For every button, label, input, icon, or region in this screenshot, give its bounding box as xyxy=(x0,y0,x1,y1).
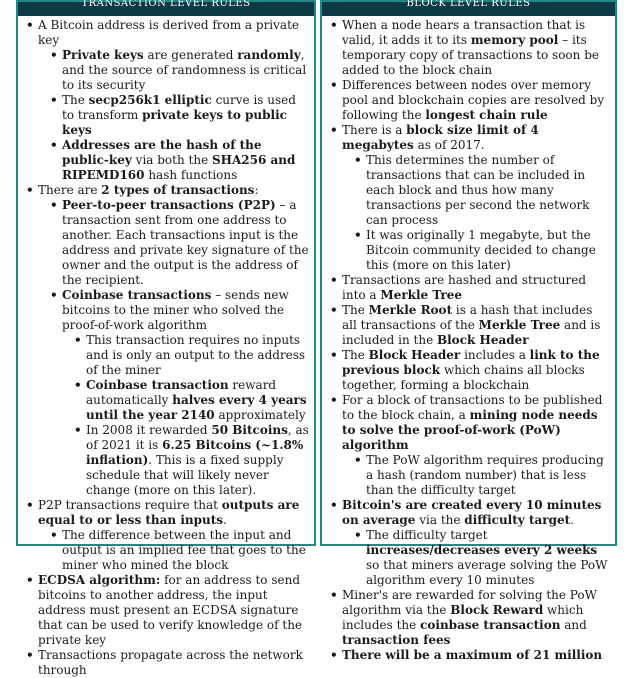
bullet-list xyxy=(328,18,611,663)
bullet-text: It was originally 1 megabyte, but the Bitcoin community decided to change this (more on this later) xyxy=(366,228,596,272)
bullet-item xyxy=(328,123,611,273)
sub-bullet-item xyxy=(50,288,310,498)
bullet-text: There is a block size limit of 4 megabytes as of 2017. xyxy=(342,123,539,152)
bullet-item xyxy=(24,183,310,498)
bullet-text: Miner's are rewarded for solving the PoW algorithm via the Block Reward which includes the coinbase transaction and transaction fees xyxy=(342,588,597,647)
column-content xyxy=(322,16,615,663)
sub-bullet-item xyxy=(74,423,310,498)
bullet-list xyxy=(38,48,310,183)
bullet-text: Coinbase transactions – sends new bitcoins to the miner who solved the proof-of-work algorithm xyxy=(62,288,289,332)
bullet-item xyxy=(328,393,611,498)
bullet-text: There are 2 types of transactions: xyxy=(38,183,259,197)
bullet-item xyxy=(24,18,310,183)
bullet-text: The difficulty target increases/decreases every 2 weeks so that miners average solving the PoW algorithm every 10 minutes xyxy=(366,528,608,587)
bullet-text: Bitcoin's are created every 10 minutes on average via the difficulty target. xyxy=(342,498,602,527)
column-header xyxy=(322,2,615,16)
bullet-text: The difference between the input and output is an implied fee that goes to the miner who mined the block xyxy=(62,528,306,572)
block-rules-column xyxy=(320,0,617,662)
bullet-text: When a node hears a transaction that is valid, it adds it to its memory pool – its temporary copy of transactions to soon be added to the block chain xyxy=(342,18,599,77)
bullet-text: There will be a maximum of 21 million xyxy=(342,648,603,662)
bullet-text: The PoW algorithm requires producing a hash (random number) that is less than the difficulty target xyxy=(366,453,604,497)
bullet-text: This determines the number of transactions that can be included in each block and thus how many transactions per second the network can process xyxy=(366,153,590,227)
bullet-text: Peer-to-peer transactions (P2P) – a transaction sent from one address to another. Each transactions input is the address and private key signature of the owner and the output is the address of the recipient. xyxy=(62,198,309,287)
sub-bullet-item xyxy=(74,378,310,423)
bullet-list xyxy=(62,333,310,498)
bullet-item xyxy=(24,648,310,678)
bullet-text: This transaction requires no inputs and is only an output to the address of the miner xyxy=(86,333,306,377)
bullet-item xyxy=(328,18,611,78)
bullet-text: Coinbase transaction reward automatically halves every 4 years until the year 2140 approximately xyxy=(86,378,307,422)
transaction-rules-column xyxy=(16,0,316,677)
bullet-item xyxy=(328,588,611,648)
bullet-item xyxy=(328,498,611,588)
column-content xyxy=(18,16,314,678)
bullet-list xyxy=(342,153,611,273)
bullet-item xyxy=(328,348,611,393)
sub-bullet-item xyxy=(74,333,310,378)
sub-bullet-item xyxy=(354,153,611,228)
column-header-text: BLOCK LEVEL RULES xyxy=(406,0,531,9)
bullet-item xyxy=(24,498,310,573)
bullet-text: The Block Header includes a link to the previous block which chains all blocks together, forming a blockchain xyxy=(342,348,600,392)
sub-bullet-item xyxy=(50,528,310,573)
bullet-text: The secp256k1 elliptic curve is used to transform private keys to public keys xyxy=(62,93,296,137)
bullet-text: Transactions are hashed and structured into a Merkle Tree xyxy=(342,273,587,302)
bullet-text: ECDSA algorithm: for an address to send bitcoins to another address, the input address must present an ECDSA signature that can be used to verify knowledge of the private key xyxy=(38,573,303,647)
bullet-item xyxy=(24,573,310,648)
bullet-item xyxy=(328,273,611,303)
bullet-text: P2P transactions require that outputs are equal to or less than inputs. xyxy=(38,498,300,527)
sub-bullet-item xyxy=(50,93,310,138)
bullet-text: The Merkle Root is a hash that includes all transactions of the Merkle Tree and is included in the Block Header xyxy=(342,303,601,347)
bullet-item xyxy=(328,648,611,663)
sub-bullet-item xyxy=(354,228,611,273)
sub-bullet-item xyxy=(50,138,310,183)
bullet-list xyxy=(342,528,611,588)
bullet-text: For a block of transactions to be published to the block chain, a mining node needs to solve the proof-of-work (PoW) algorithm xyxy=(342,393,603,452)
column-header xyxy=(18,2,314,16)
sub-bullet-item xyxy=(354,453,611,498)
bullet-list xyxy=(342,453,611,498)
column-header-text: TRANSACTION LEVEL RULES xyxy=(81,0,251,9)
sub-bullet-item xyxy=(50,48,310,93)
bullet-text: Differences between nodes over memory pool and blockchain copies are resolved by following the longest chain rule xyxy=(342,78,605,122)
bullet-item xyxy=(328,78,611,123)
bullet-list xyxy=(38,198,310,498)
bullet-text: A Bitcoin address is derived from a private key xyxy=(38,18,299,47)
bullet-item xyxy=(328,303,611,348)
bullet-text: Private keys are generated randomly, and the source of randomness is critical to its security xyxy=(62,48,307,92)
bullet-text: In 2008 it rewarded 50 Bitcoins, as of 2021 it is 6.25 Bitcoins (~1.8% inflation). This is a fixed supply schedule that will likely never change (more on this later). xyxy=(86,423,309,497)
bullet-list xyxy=(38,528,310,573)
bullet-text: Addresses are the hash of the public-key via both the SHA256 and RIPEMD160 hash functions xyxy=(62,138,296,182)
sub-bullet-item xyxy=(50,198,310,288)
bullet-list xyxy=(24,18,310,678)
sub-bullet-item xyxy=(354,528,611,588)
bullet-text: Transactions propagate across the network through xyxy=(38,648,303,677)
